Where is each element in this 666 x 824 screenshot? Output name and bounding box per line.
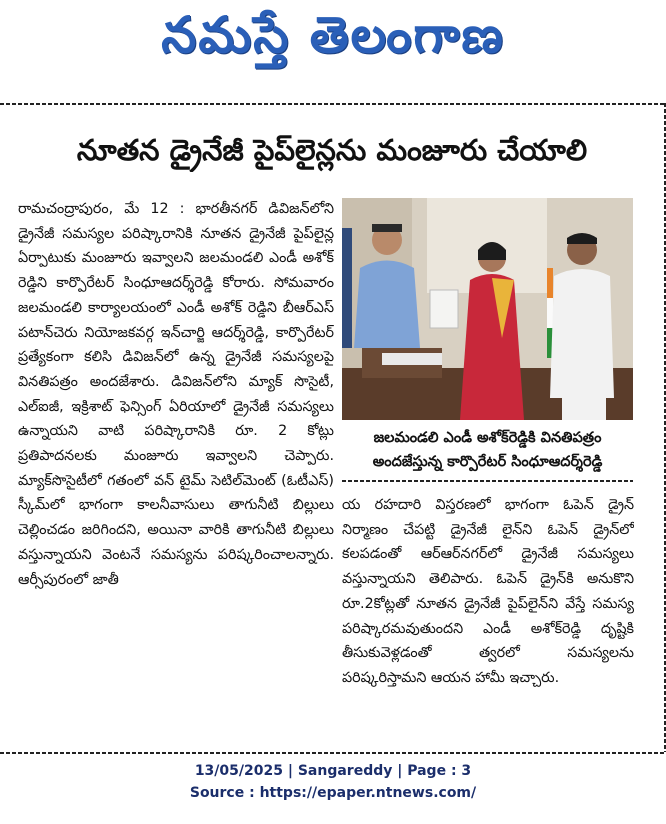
masthead-title: నమస్తే తెలంగాణ (161, 5, 505, 64)
footer-source-link[interactable]: Source : https://epaper.ntnews.com/ (189, 785, 477, 801)
caption-divider (342, 480, 633, 482)
article-body-left-column: రామచంద్రాపురం, మే 12 : భారతీనగర్ డివిజన్‌లోని డ్రైనేజీ సమస్యల పరిష్కారానికి నూతన డ్రైనేజీ పైప్‌లైన్ల ఏర్పాటుకు మంజూరు ఇవ్వాలని జలమండలి ఎండీ అశోక్ రెడ్డిని కార్పొరేటర్ సింధూఆదర్శ్‌రెడ్డి కోరారు. సోమవారం జలమండలి కార్యాలయంలో ఎండీ అశోక్ రెడ్డిని బీఆర్ఎస్ పటాన్‌చెరు నియోజకవర్గ ఇన్‌చార్జి ఆదర్శ్‌రెడ్డి, కార్పొరేటర్ ప్రత్యేకంగా కలిసి డివిజన్‌లో ఉన్న డ్రైనేజీ సమస్యలపై వినతిపత్రం అందజేశారు. డివిజన్‌లోని మ్యాక్ సొసైటీ, ఎల్‌ఐజీ, ఇక్రిశాట్ ఫెన్సింగ్ ఏరియాలో డ్రైనేజీ సమస్యలు ఉన్నాయని వాటి పరిష్కారానికి రూ. 2 కోట్లు ప్రతిపాదనలకు మంజూరు ఇవ్వాలని చెప్పారు. మ్యాక్‌సొసైటీలో గతంలో వన్ టైమ్ సెటిల్‌మెంట్ (ఓటీఎస్) స్కీమ్‌లో భాగంగా కాలనీవాసులు తాగునీటి బిల్లులు చెల్లించడం జరిగిందని, అయినా వారికి తాగునీటి బిల్లులు వస్తున్నాయని వెంటనే సమస్యను పరిష్కరించాలన్నారు. ఆర్సీపురంలో జాతీ (18, 201, 334, 588)
article-photo (342, 198, 633, 420)
article-body-right-column: య రహదారి విస్తరణలో భాగంగా ఓపెన్ డ్రైన్ నిర్మాణం చేపట్టి డ్రైనేజీ లైన్‌ని ఓపెన్ డ్రైన్‌లో కలపడంతో ఆర్‌ఆర్‌నగర్‌లో డ్రైనేజీ సమస్యలు వస్తున్నాయని తెలిపారు. ఓపెన్ డ్రైన్‌కి అనుకొని రూ.2కోట్లతో నూతన డ్రైనేజీ పైప్‌లైన్‌ని వేస్తే సమస్య పరిష్కారమవుతుందని ఎండీ అశోక్‌రెడ్డి దృష్టికి తీసుకువెళ్లడంతో త్వరలో సమస్యలను పరిష్కరిస్తామని ఆయన హామీ ఇచ్చారు. (342, 497, 634, 686)
caption-line-1: జలమండలి ఎండీ అశోక్‌రెడ్డికి వినతిపత్రం (373, 430, 602, 446)
article-border-bottom (0, 752, 666, 754)
caption-line-2: అందజేస్తున్న కార్పొరేటర్ సింధూఆదర్శ్‌రెడ్డి (372, 454, 603, 470)
photo-caption (342, 426, 633, 474)
newspaper-masthead (0, 0, 666, 82)
footer-edition-info: 13/05/2025 | Sangareddy | Page : 3 (194, 763, 472, 779)
article-border-top (0, 103, 666, 105)
article-headline: నూతన డ్రైనేజీ పైప్‌లైన్లను మంజూరు చేయాలి (76, 133, 588, 167)
page-footer (0, 760, 666, 804)
